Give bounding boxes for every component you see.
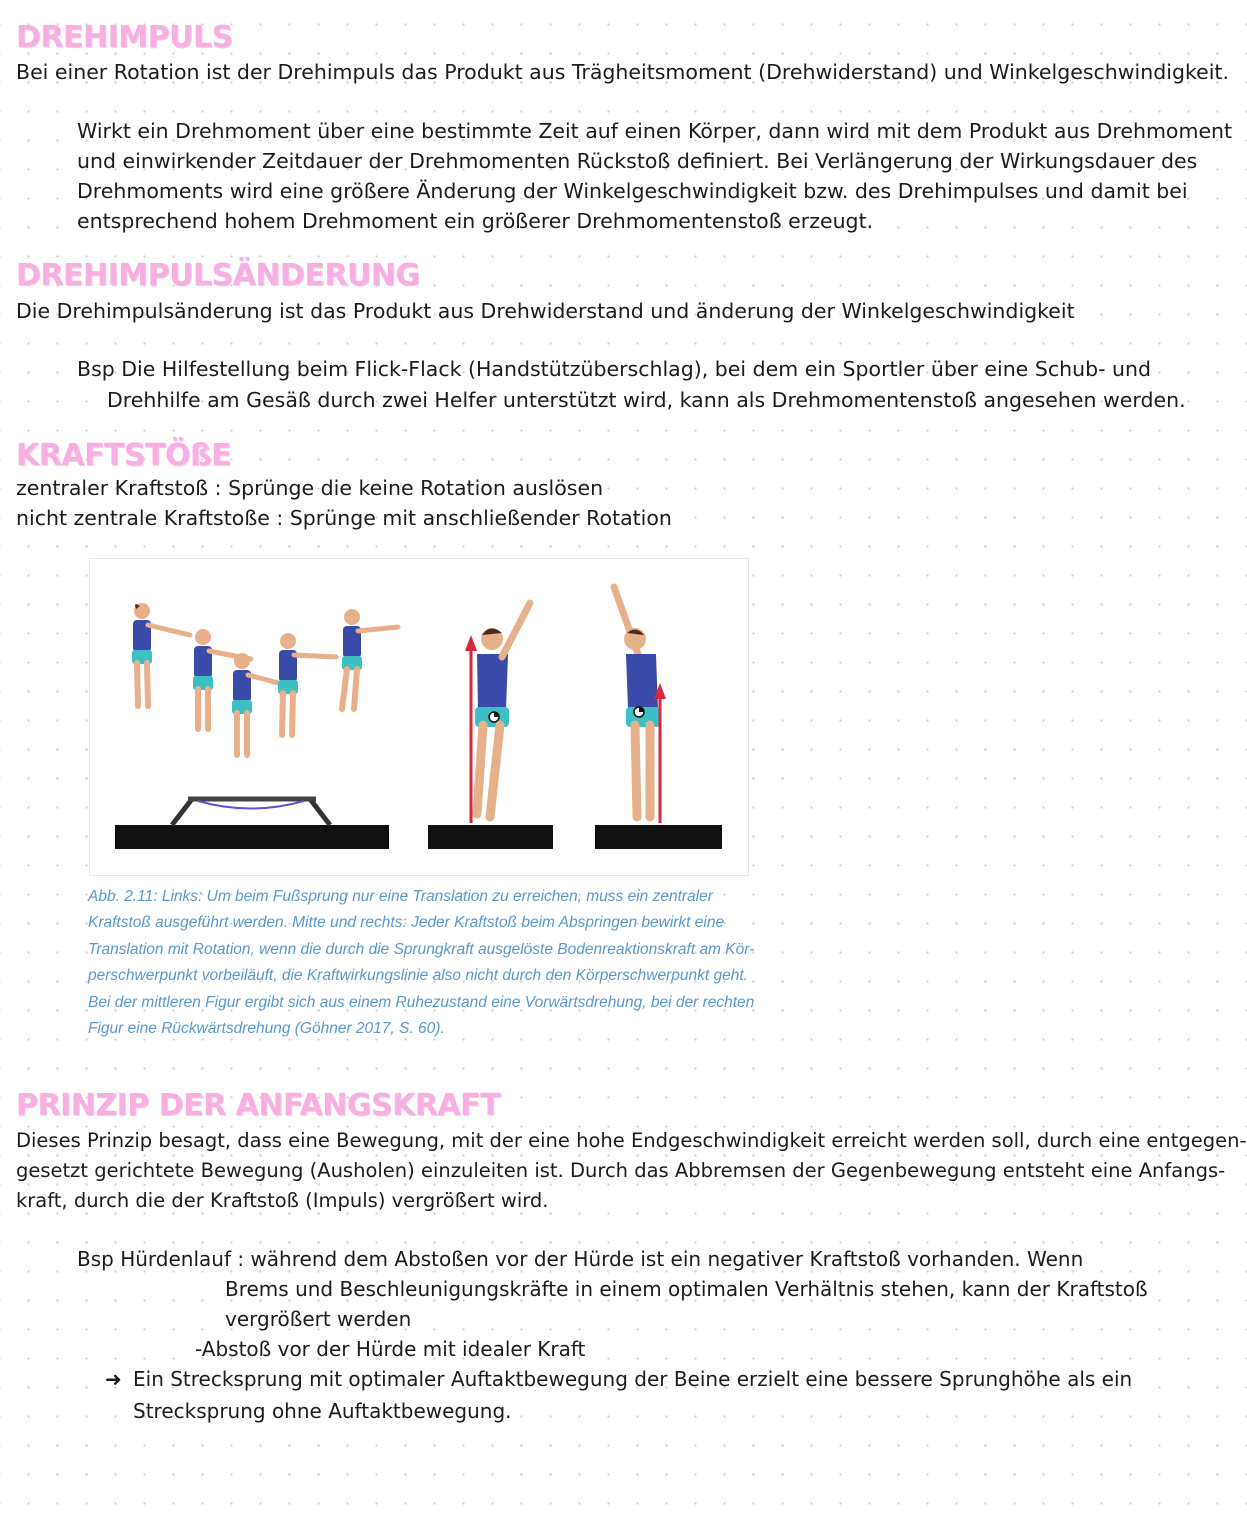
anfangskraft-example-line: Bsp Hürdenlauf : während dem Abstoßen vor der Hürde ist ein negativer Kraftstoß vorhanden. Wenn — [77, 1247, 1084, 1271]
figure-caption-line: Kraftstoß ausgeführt werden. Mitte und rechts: Jeder Kraftstoß beim Abspringen bewirkt eine — [88, 914, 725, 931]
ground-block-middle — [428, 825, 553, 849]
ground-block-left — [115, 825, 389, 849]
springboard — [172, 799, 330, 825]
figure-caption-line: Figur eine Rückwärtsdrehung (Göhner 2017, S. 60). — [88, 1020, 445, 1037]
anfangskraft-definition-line: kraft, durch die der Kraftstoß (Impuls) vergrößert wird. — [16, 1189, 549, 1212]
anfangskraft-conclusion-line: Strecksprung ohne Auftaktbewegung. — [133, 1399, 512, 1423]
kraftstoesse-line: nicht zentrale Kraftstoße : Sprünge mit anschließender Rotation — [16, 506, 672, 530]
anfangskraft-definition-line: gesetzt gerichtete Bewegung (Ausholen) einzuleiten ist. Durch das Abbremsen der Gegenbewegung entsteht eine Anfangs- — [16, 1159, 1226, 1182]
anfangskraft-conclusion-line: Ein Strecksprung mit optimaler Auftaktbewegung der Beine erzielt eine bessere Sprunghöhe als ein — [133, 1367, 1133, 1391]
drehimpulsaenderung-definition: Die Drehimpulsänderung ist das Produkt aus Drehwiderstand und änderung der Winkelgeschwindigkeit — [16, 299, 1075, 323]
heading-drehimpulsaenderung: DREHIMPULSÄNDERUNG — [16, 258, 420, 293]
figure-illustration — [90, 559, 748, 875]
drehimpuls-detail-line: Wirkt ein Drehmoment über eine bestimmte Zeit auf einen Körper, dann wird mit dem Produkt aus Drehmoment — [77, 119, 1233, 143]
kraftstoesse-line: zentraler Kraftstoß : Sprünge die keine Rotation auslösen — [16, 476, 604, 500]
jumper-figure-3 — [232, 653, 286, 755]
anfangskraft-definition-line: Dieses Prinzip besagt, dass eine Bewegung, mit der eine hohe Endgeschwindigkeit erreicht werden soll, durch eine entgegen- — [16, 1129, 1247, 1152]
figure-caption-line: Translation mit Rotation, wenn die durch die Sprungkraft ausgelöste Bodenreaktionskraft am Kör- — [88, 941, 755, 958]
ground-block-right — [595, 825, 722, 849]
drehimpuls-detail-line: entsprechend hohem Drehmoment ein größerer Drehmomentenstoß erzeugt. — [77, 209, 874, 233]
figure-caption-line: perschwerpunkt vorbeiläuft, die Kraftwirkungslinie also nicht durch den Körperschwerpunkt geht. — [88, 967, 748, 984]
anfangskraft-example-line: Brems und Beschleunigungskräfte in einem optimalen Verhältnis stehen, kann der Kraftstoß — [225, 1277, 1148, 1301]
jumper-forward-rotation — [465, 603, 530, 823]
drehimpuls-detail-line: und einwirkender Zeitdauer der Drehmomenten Rückstoß definiert. Bei Verlängerung der Wirkungsdauer des — [77, 149, 1198, 173]
figure-caption-line: Bei der mittleren Figur ergibt sich aus einem Ruhezustand eine Vorwärtsdrehung, bei der rechten — [88, 994, 755, 1011]
heading-anfangskraft: PRINZIP DER ANFANGSKRAFT — [16, 1088, 501, 1123]
drehimpulsaenderung-example-line: Bsp Die Hilfestellung beim Flick-Flack (Handstützüberschlag), bei dem ein Sportler über eine Schub- und — [77, 357, 1152, 381]
heading-drehimpuls: DREHIMPULS — [16, 20, 233, 55]
drehimpuls-detail-line: Drehmoments wird eine größere Änderung der Winkelgeschwindigkeit bzw. des Drehimpulses und damit bei — [77, 179, 1188, 203]
figure-caption-line: Abb. 2.11: Links: Um beim Fußsprung nur eine Translation zu erreichen, muss ein zentraler — [88, 888, 713, 905]
jumper-figure-5 — [342, 609, 398, 709]
arrow-right-icon: ➜ — [105, 1367, 122, 1391]
anfangskraft-example-line: vergrößert werden — [225, 1307, 412, 1331]
heading-kraftstoesse: KRAFTSTÖßE — [16, 438, 232, 473]
anfangskraft-example-line: -Abstoß vor der Hürde mit idealer Kraft — [195, 1337, 586, 1361]
drehimpulsaenderung-example-line: Drehhilfe am Gesäß durch zwei Helfer unterstützt wird, kann als Drehmomentenstoß angesehen werden. — [107, 388, 1186, 412]
drehimpuls-definition: Bei einer Rotation ist der Drehimpuls das Produkt aus Trägheitsmoment (Drehwiderstand) und Winkelgeschwindigkeit. — [16, 60, 1229, 84]
jumper-figure-1 — [132, 603, 190, 706]
jumper-backward-rotation — [614, 587, 666, 823]
figure-jumps — [89, 558, 749, 876]
jumper-figure-4 — [278, 633, 336, 735]
